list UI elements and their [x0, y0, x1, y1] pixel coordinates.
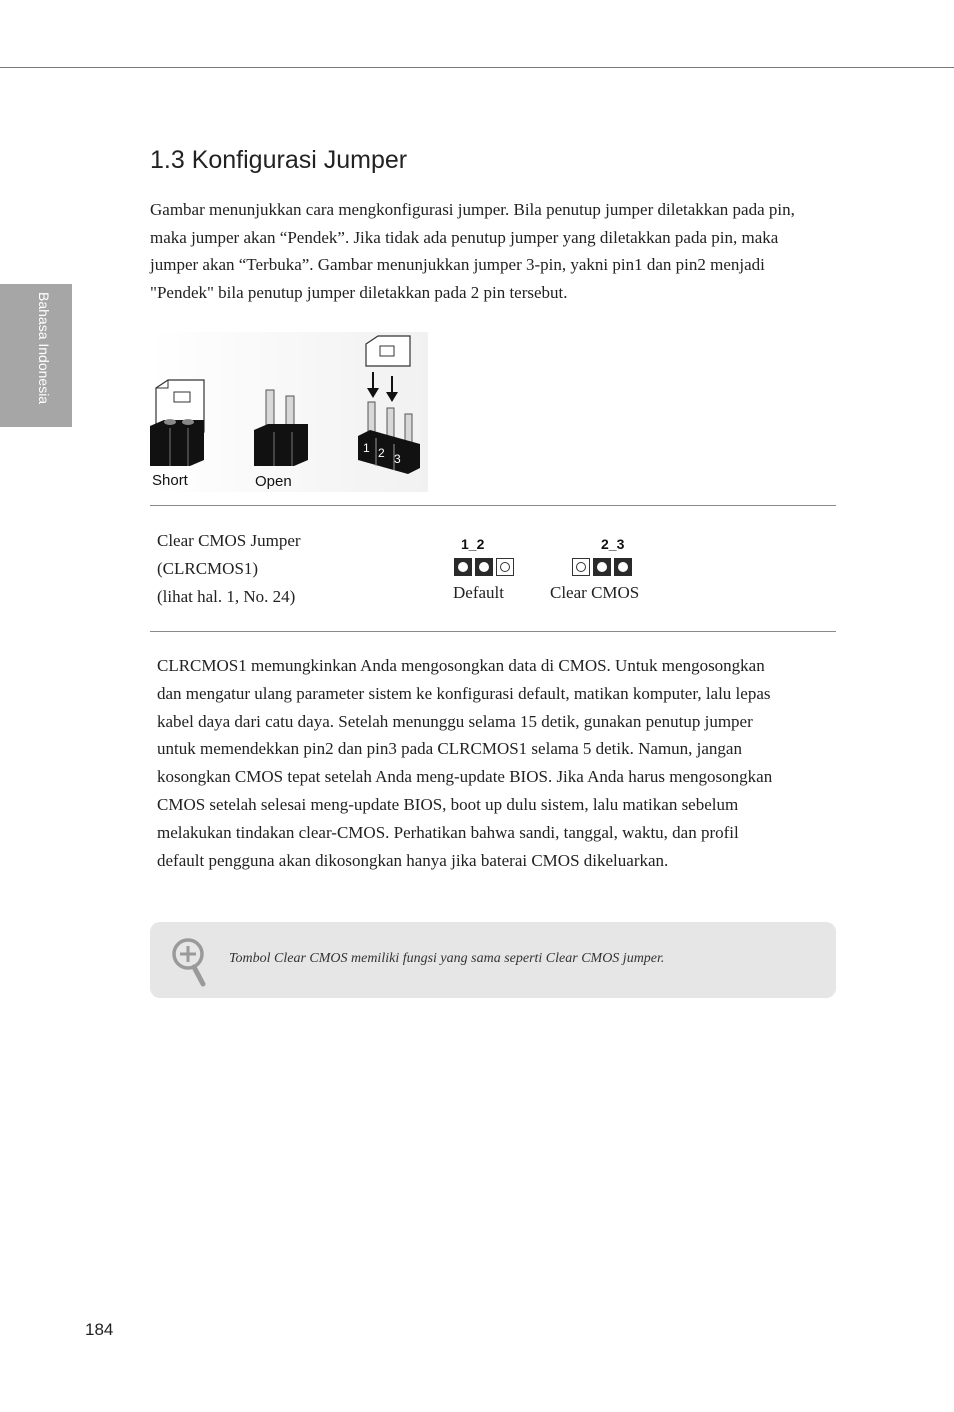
- open-label: Open: [255, 473, 292, 490]
- table-bottom-rule: [150, 631, 836, 632]
- pin-open: [572, 558, 590, 576]
- pin-number-2: 2: [378, 446, 385, 460]
- body-paragraph: CLRCMOS1 memungkinkan Anda mengosongkan data di CMOS. Untuk mengosongkan dan mengatur ulang parameter sistem ke konfigurasi default, matikan komputer, lalu lepas kabel daya dari catu daya. Setelah menunggu selama 15 detik, gunakan penutup jumper untuk memendekkan pin2 dan pin3 pada CLRCMOS1 selama 5 detik. Namun, jangan kosongkan CMOS tepat setelah Anda meng-update BIOS. Jika Anda harus mengosongkan CMOS setelah selesai meng-update BIOS, boot up dulu sistem, lalu matikan sebelum melakukan tindakan clear-CMOS. Perhatikan bahwa sandi, tanggal, waktu, dan profil default pengguna akan dikosongkan hanya jika baterai CMOS dikeluarkan.: [157, 656, 773, 870]
- pin-shorted: [614, 558, 632, 576]
- table-top-rule: [150, 505, 836, 506]
- pin-number-3: 3: [394, 452, 401, 466]
- default-label: Default: [453, 583, 504, 602]
- pin-open: [496, 558, 514, 576]
- section-title: 1.3 Konfigurasi Jumper: [150, 146, 408, 174]
- note-box: [150, 922, 836, 998]
- language-tab-label: Bahasa Indonesia: [36, 292, 52, 405]
- clear-cmos-label: Clear CMOS: [550, 583, 640, 602]
- header-rule: [0, 67, 954, 68]
- clear-pins-caption: 2_3: [601, 536, 625, 552]
- clear-cmos-jumper-label: [157, 527, 301, 611]
- pin-shorted: [593, 558, 611, 576]
- default-pins-caption: 1_2: [461, 536, 485, 552]
- short-jumper-icon: [150, 380, 204, 466]
- default-pin-header: [454, 558, 517, 576]
- clear-cmos-id: (CLRCMOS1): [157, 559, 259, 578]
- note-text: Tombol Clear CMOS memiliki fungsi yang sama seperti Clear CMOS jumper.: [229, 951, 665, 966]
- magnifier-plus-icon: [170, 936, 210, 993]
- clear-pin-header: [572, 558, 635, 576]
- pin-shorted: [454, 558, 472, 576]
- intro-paragraph: Gambar menunjukkan cara mengkonfigurasi jumper. Bila penutup jumper diletakkan pada pin, maka jumper akan “Pendek”. Jika tidak ada penutup jumper yang diletakkan pada pin, maka jumper akan “Terbuka”. Gambar menunjukkan jumper 3-pin, yakni pin1 dan pin2 menjadi "Pendek" bila penutup jumper diletakkan pada 2 pin tersebut.: [150, 200, 795, 303]
- clear-cmos-ref: (lihat hal. 1, No. 24): [157, 587, 296, 606]
- short-label: Short: [152, 472, 188, 489]
- page-number: 184: [85, 1320, 114, 1339]
- jumper-illustration: [148, 332, 428, 494]
- pin-number-1: 1: [363, 441, 370, 455]
- clear-cmos-name: Clear CMOS Jumper: [157, 531, 301, 550]
- pin-shorted: [475, 558, 493, 576]
- jumper-drawing: [148, 332, 428, 494]
- language-tab: [0, 284, 72, 427]
